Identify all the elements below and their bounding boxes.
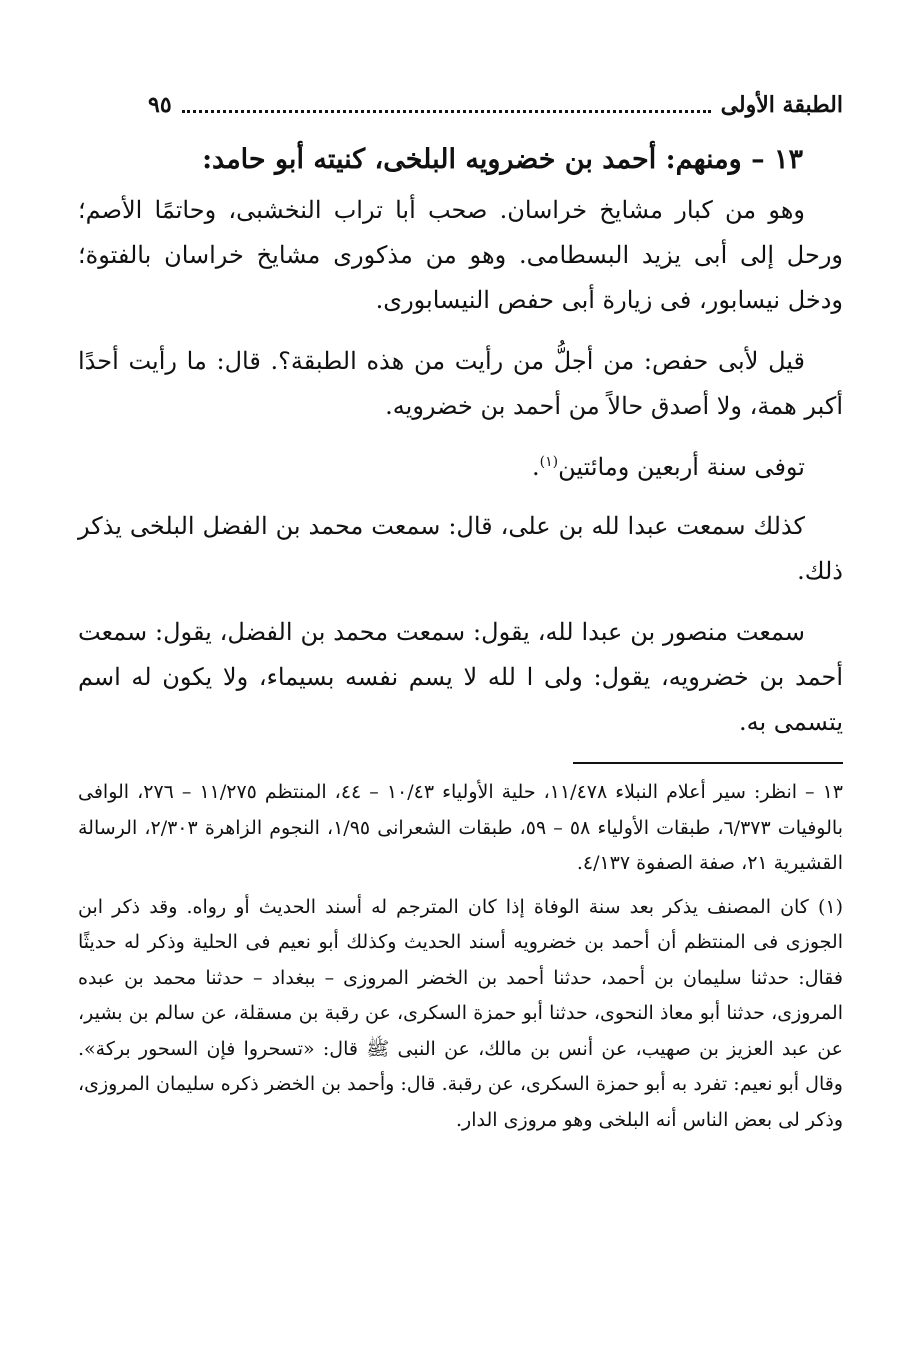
running-header [148,88,843,122]
paragraph-source: كذلك سمعت عبدا لله بن على، قال: سمعت محمد بن الفضل البلخى يذكر ذلك. [78,512,843,585]
main-text [78,188,843,761]
footnotes [78,775,843,1146]
paragraph-quote: قيل لأبى حفص: من أجلُّ من رأيت من هذه الطبقة؟. قال: ما رأيت أحدًا أكبر همة، ولا أصدق حالاً من أحمد بن خضرويه. [78,347,843,420]
dotted-leader [182,110,711,113]
running-title: الطبقة الأولى [720,92,843,118]
death-date-punct: . [532,453,540,481]
death-date-text: توفى سنة أربعين ومائتين [558,453,805,481]
page-number: ٩٥ [148,92,172,118]
footnote-1: (١) كان المصنف يذكر بعد سنة الوفاة إذا كان المترجم له أسند الحديث أو رواه. وقد ذكر ابن الجوزى فى المنتظم أن أحمد بن خضرويه أسند الحديث وكذلك أبو نعيم فى الحلية وذكر له حديثًا فقال: حدثنا سليمان بن أحمد، حدثنا أحمد بن الخضر المروزى – ببغداد – حدثنا محمد بن عبده المروزى، حدثنا أبو معاذ النحوى، حدثنا أبو حمزة السكرى، عن رقبة بن مسقلة، عن سالم بن بشير، عن عبد العزيز بن صهيب، عن أنس بن مالك، عن النبى ﷺ قال: «تسحروا فإن السحور بركة». وقال أبو نعيم: تفرد به أبو حمزة السكرى، عن رقبة. قال: وأحمد بن الخضر ذكره سليمان المروزى، وذكر لى بعض الناس أنه البلخى وهو مروزى الدار. [78,895,843,1131]
paragraph-saying: سمعت منصور بن عبدا لله، يقول: سمعت محمد بن الفضل، يقول: سمعت أحمد بن خضرويه، يقول: ولى ا لله لا يسم نفسه بسيماء، ولا يكون له اسم يتسمى به. [78,618,843,736]
paragraph-biography: وهو من كبار مشايخ خراسان. صحب أبا تراب النخشبى، وحاتمًا الأصم؛ ورحل إلى أبى يزيد البسطامى. وهو من مذكورى مشايخ خراسان بالفتوة؛ ودخل نيسابور، فى زيارة أبى حفص النيسابورى. [78,196,844,314]
footnote-separator [573,762,843,764]
footnote-references: ١٣ – انظر: سير أعلام النبلاء ١١/٤٧٨، حلية الأولياء ١٠/٤٣ – ٤٤، المنتظم ١١/٢٧٥ – ٢٧٦، الوافى بالوفيات ٦/٣٧٣، طبقات الأولياء ٥٨ – ٥٩، طبقات الشعرانى ١/٩٥، النجوم الزاهرة ٢/٣٠٣، الرسالة القشيرية ٢١، صفة الصفوة ٤/١٣٧. [78,781,843,874]
footnote-marker[interactable]: (١) [539,454,559,470]
entry-title: ١٣ – ومنهم: أحمد بن خضرويه البلخى، كنيته أبو حامد: [202,144,803,175]
paragraph-death [78,445,843,490]
